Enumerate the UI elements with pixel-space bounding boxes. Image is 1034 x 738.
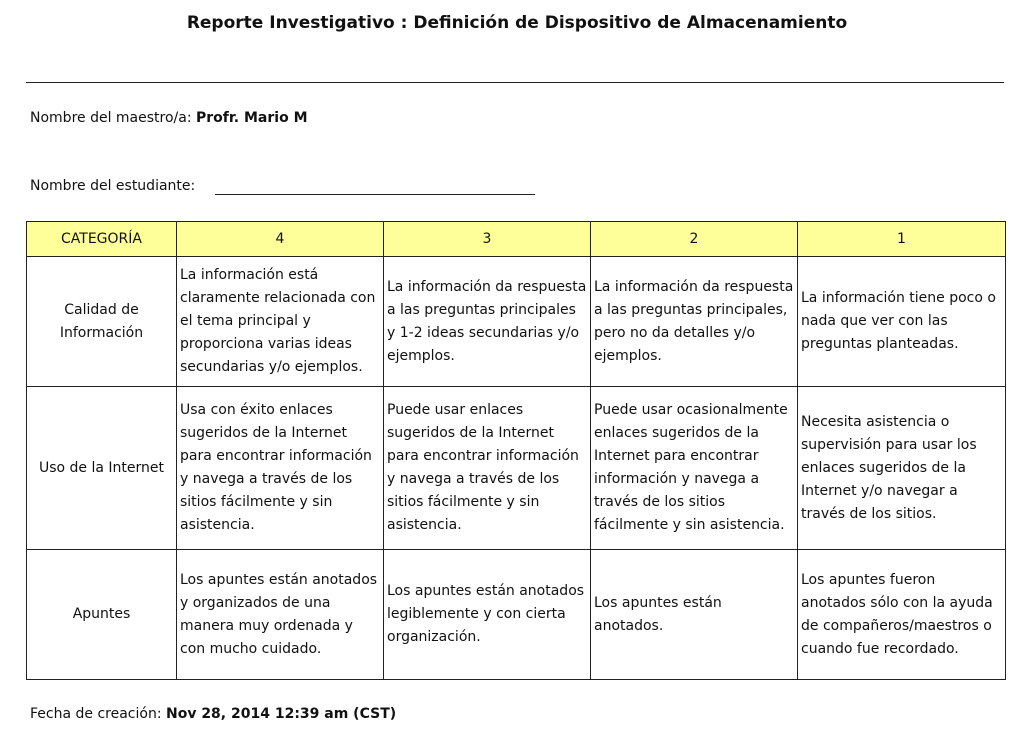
- header-category: CATEGORÍA: [27, 222, 177, 257]
- table-cell: La información da respuesta a las preguntas principales y 1-2 ideas secundarias y/o ejemplos.: [384, 257, 591, 387]
- rubric-header-row: [27, 222, 1006, 257]
- teacher-label: Nombre del maestro/a:: [30, 110, 192, 126]
- row-category: Calidad de Información: [27, 257, 177, 387]
- header-score-1: 1: [798, 222, 1006, 257]
- teacher-name: Profr. Mario M: [196, 110, 308, 126]
- row-category: Uso de la Internet: [27, 387, 177, 550]
- table-cell: La información está claramente relacionada con el tema principal y proporciona varias ideas secundarias y/o ejemplos.: [177, 257, 384, 387]
- table-cell: Puede usar ocasionalmente enlaces sugeridos de la Internet para encontrar información y navega a través de los sitios fácilmente y sin asistencia.: [591, 387, 798, 550]
- page-title: Reporte Investigativo : Definición de Dispositivo de Almacenamiento: [186, 13, 848, 33]
- table-row: [27, 550, 1006, 680]
- creation-date: [30, 706, 396, 722]
- table-cell: La información da respuesta a las preguntas principales, pero no da detalles y/o ejemplos.: [591, 257, 798, 387]
- creation-date-value: Nov 28, 2014 12:39 am (CST): [165, 706, 397, 722]
- table-cell: Usa con éxito enlaces sugeridos de la Internet para encontrar información y navega a través de los sitios fácilmente y sin asistencia.: [177, 387, 384, 550]
- student-label: Nombre del estudiante:: [30, 178, 196, 194]
- student-name-blank-line: [215, 194, 535, 195]
- table-cell: La información tiene poco o nada que ver con las preguntas planteadas.: [798, 257, 1006, 387]
- table-row: [27, 257, 1006, 387]
- table-cell: Puede usar enlaces sugeridos de la Internet para encontrar información y navega a través de los sitios fácilmente y sin asistencia.: [384, 387, 591, 550]
- table-row: [27, 387, 1006, 550]
- header-score-3: 3: [384, 222, 591, 257]
- row-category: Apuntes: [27, 550, 177, 680]
- teacher-info: [30, 110, 308, 126]
- table-cell: Necesita asistencia o supervisión para usar los enlaces sugeridos de la Internet y/o navegar a través de los sitios.: [798, 387, 1006, 550]
- table-cell: Los apuntes están anotados legiblemente y con cierta organización.: [384, 550, 591, 680]
- table-cell: Los apuntes están anotados y organizados de una manera muy ordenada y con mucho cuidado.: [177, 550, 384, 680]
- table-cell: Los apuntes están anotados.: [591, 550, 798, 680]
- creation-date-label: Fecha de creación:: [30, 706, 162, 722]
- student-info: [30, 178, 195, 194]
- header-score-2: 2: [591, 222, 798, 257]
- header-score-4: 4: [177, 222, 384, 257]
- table-cell: Los apuntes fueron anotados sólo con la ayuda de compañeros/maestros o cuando fue recordado.: [798, 550, 1006, 680]
- title-divider: [26, 82, 1004, 83]
- rubric-table: [26, 221, 1006, 680]
